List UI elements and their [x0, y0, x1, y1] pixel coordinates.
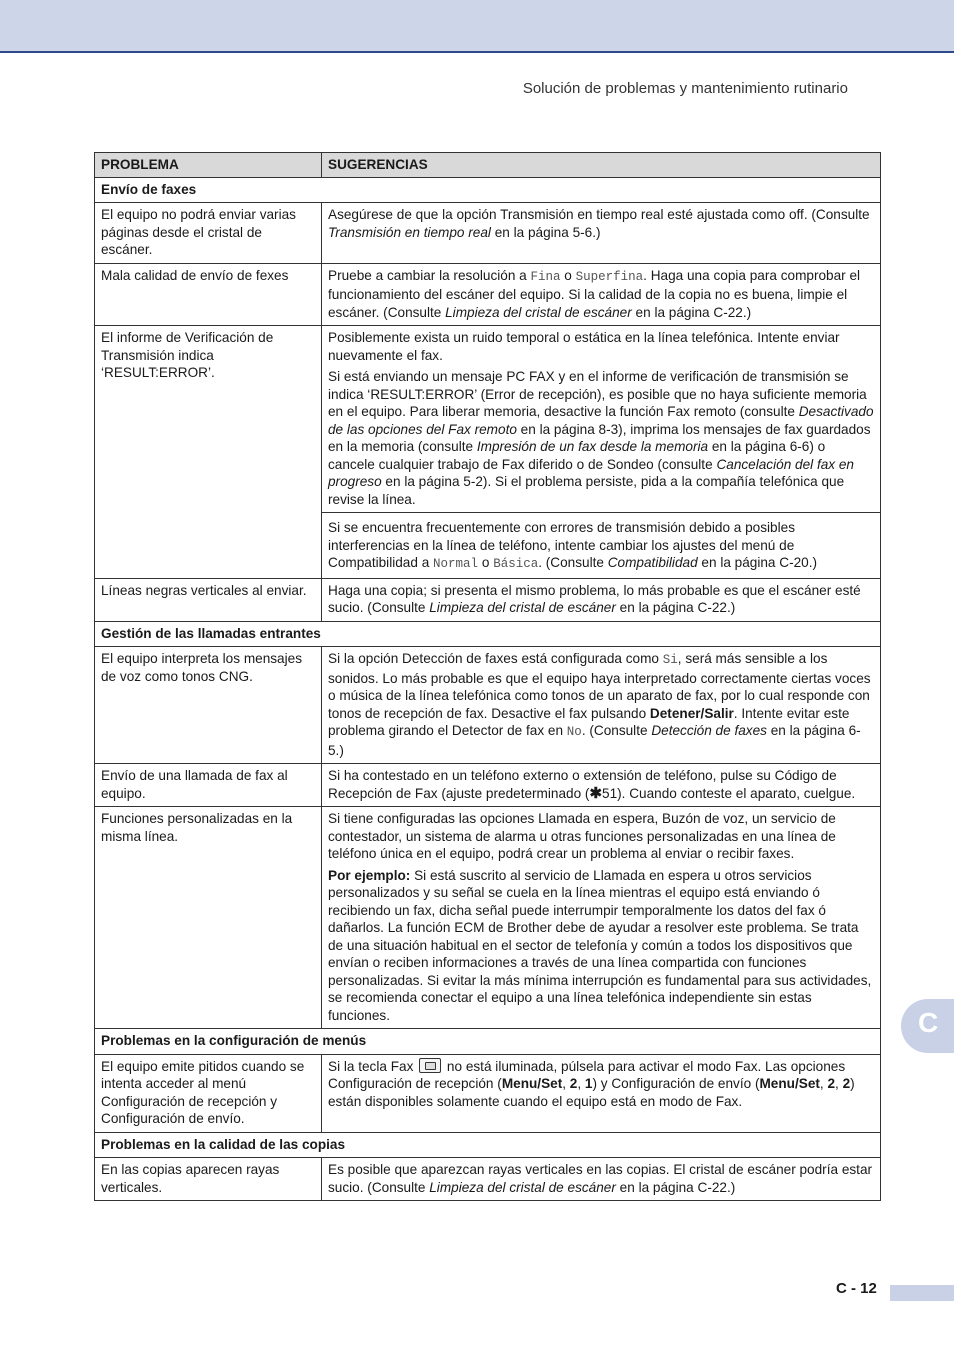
- lcd-setting: Normal: [433, 557, 479, 571]
- column-header-problem: PROBLEMA: [95, 153, 322, 178]
- table-row: [95, 263, 881, 326]
- section-title: Problemas en la calidad de las copias: [95, 1132, 881, 1158]
- suggestion-cell: Haga una copia; si presenta el mismo problema, lo más probable es que el escáner esté sucio. (Consulte Limpieza del cristal de escáner en la página C-22.): [322, 578, 881, 621]
- problem-cell: Líneas negras verticales al enviar.: [95, 578, 322, 621]
- problem-cell: El informe de Verificación de Transmisión indica ‘RESULT:ERROR’.: [95, 326, 322, 579]
- section-title: Gestión de las llamadas entrantes: [95, 621, 881, 647]
- lcd-setting: No: [566, 725, 582, 739]
- chapter-tab-letter: C: [918, 1007, 939, 1038]
- section-title: Envío de faxes: [95, 177, 881, 203]
- column-header-suggestions: SUGERENCIAS: [322, 153, 881, 178]
- section-row-copy-quality: [95, 1132, 881, 1158]
- suggestion-cell: Si tiene configuradas las opciones Llamada en espera, Buzón de voz, un servicio de contestador, un sistema de alarma u otras funciones personalizadas en una línea de teléfono única en el equipo, podrá crear un problema al enviar o recibir faxes. Por ejemplo: Si está suscrito al servicio de Llamada en espera u otros servicios personalizados y su señal se cuela en la línea mientras el equipo está enviando ó recibiendo un fax, dicha señal puede interrumpir temporalmente los datos del fax ó dañarlos. La función ECM de Brother debe de ayudar a resolver este problema. Se trata de una situación habitual en el sector de telefonía y común a todos los dispositivos que envían o reciben informaciones a través de una línea compartida con funciones personalizadas. Si evitar la más mínima interrupción es fundamental para sus actividades, se recomienda conectar el equipo a una línea telefónica independiente sin estas funciones.: [322, 807, 881, 1029]
- problem-cell: En las copias aparecen rayas verticales.: [95, 1158, 322, 1201]
- cross-reference: Transmisión en tiempo real: [328, 224, 491, 240]
- page-number: C - 12: [836, 1280, 877, 1297]
- table-row: [95, 764, 881, 807]
- table-header-row: [95, 153, 881, 178]
- suggestion-block: Si se encuentra frecuentemente con errores de transmisión debido a posibles interferencias en la línea de teléfono, intente cambiar los ajustes del menú de Compatibilidad a Normal o Básica. (Consulte Compatibilidad en la página C-20.): [322, 512, 880, 578]
- problem-cell: Envío de una llamada de fax al equipo.: [95, 764, 322, 807]
- suggestion-cell: Si la opción Detección de faxes está configurada como Si, será más sensible a los sonidos. Lo más probable es que el equipo haya interpretado correctamente ciertas voces o música de la línea telefónica como tonos de un aparato de fax, por lo cual responde con tonos de recepción de fax. Desactive el fax pulsando Detener/Salir. Intente evitar este problema girando el Detector de fax en No. (Consulte Detección de faxes en la página 6-5.): [322, 647, 881, 764]
- cross-reference: Compatibilidad: [607, 555, 698, 570]
- section-row-menu-setup: [95, 1029, 881, 1055]
- cross-reference: Limpieza del cristal de escáner: [445, 304, 632, 320]
- section-row-incoming-calls: [95, 621, 881, 647]
- star-key-icon: ✱: [589, 784, 603, 802]
- problem-cell: Mala calidad de envío de fexes: [95, 263, 322, 326]
- problem-cell: El equipo no podrá enviar varias páginas desde el cristal de escáner.: [95, 203, 322, 264]
- lcd-setting: Si: [662, 653, 678, 667]
- fax-key-icon: [419, 1058, 441, 1073]
- section-title: Problemas en la configuración de menús: [95, 1029, 881, 1055]
- cross-reference: Limpieza del cristal de escáner: [429, 600, 616, 615]
- running-title: Solución de problemas y mantenimiento rutinario: [522, 80, 848, 97]
- suggestion-cell: Si la tecla Fax no está iluminada, púlsela para activar el modo Fax. Las opciones Configuración de recepción (Menu/Set, 2, 1) y Configuración de envío (Menu/Set, 2, 2) están disponibles solamente cuando el equipo está en modo de Fax.: [322, 1054, 881, 1132]
- problem-cell: El equipo emite pitidos cuando se intenta acceder al menú Configuración de recepción y Configuración de envío.: [95, 1054, 322, 1132]
- troubleshooting-table: [94, 152, 881, 1201]
- table-row: [95, 647, 881, 764]
- cross-reference: Desactivado de las opciones del Fax remoto: [328, 404, 874, 437]
- problem-cell: Funciones personalizadas en la misma línea.: [95, 807, 322, 1029]
- table-row: [95, 807, 881, 1029]
- lcd-setting: Superfina: [575, 269, 644, 284]
- section-row-fax-sending: [95, 177, 881, 203]
- header-band: [0, 0, 954, 53]
- lcd-setting: Fina: [530, 269, 561, 284]
- problem-cell: El equipo interpreta los mensajes de voz como tonos CNG.: [95, 647, 322, 764]
- cross-reference: Limpieza del cristal de escáner: [429, 1179, 616, 1195]
- suggestion-cell: [322, 326, 881, 579]
- cross-reference: Cancelación del fax en progreso: [328, 456, 854, 489]
- key-name: Detener/Salir: [649, 705, 734, 721]
- suggestion-cell: Si ha contestado en un teléfono externo o extensión de teléfono, pulse su Código de Recepción de Fax (ajuste predeterminado (✱51). Cuando conteste el aparato, cuelgue.: [322, 764, 881, 807]
- table-row: [95, 1054, 881, 1132]
- suggestion-cell: Es posible que aparezcan rayas verticales en las copias. El cristal de escáner podría estar sucio. (Consulte Limpieza del cristal de escáner en la página C-22.): [322, 1158, 881, 1201]
- table-row: [95, 1158, 881, 1201]
- table-row: [95, 203, 881, 264]
- suggestion-block: Posiblemente exista un ruido temporal o estática en la línea telefónica. Intente enviar nuevamente el fax. Si está enviando un mensaje PC FAX y en el informe de verificación de transmisión se indica ‘RESULT:ERROR’ (Error de recepción), es posible que no haya suficiente memoria en el equipo. Para liberar memoria, desactive la función Fax remoto (consulte Desactivado de las opciones del Fax remoto en la página 8-3), imprima los mensajes de fax guardados en la memoria (consulte Impresión de un fax desde la memoria en la página 6-6) o cancele cualquier trabajo de Fax diferido o de Sondeo (consulte Cancelación del fax en progreso en la página 5-2). Si el problema persiste, pida a la compañía telefónica que revise la línea.: [328, 330, 874, 507]
- table-row: [95, 326, 881, 579]
- table-row: [95, 578, 881, 621]
- footer-bar: [890, 1285, 954, 1301]
- suggestion-cell: Pruebe a cambiar la resolución a Fina o Superfina. Haga una copia para comprobar el funcionamiento del escáner del equipo. Si la calidad de la copia no es buena, limpie el escáner. (Consulte Limpieza del cristal de escáner en la página C-22.): [322, 263, 881, 326]
- cross-reference: Detección de faxes: [651, 723, 767, 738]
- suggestion-cell: Asegúrese de que la opción Transmisión en tiempo real esté ajustada como off. (Consulte Transmisión en tiempo real en la página 5-6.): [322, 203, 881, 264]
- lcd-setting: Básica: [493, 557, 539, 571]
- cross-reference: Impresión de un fax desde la memoria: [476, 439, 709, 454]
